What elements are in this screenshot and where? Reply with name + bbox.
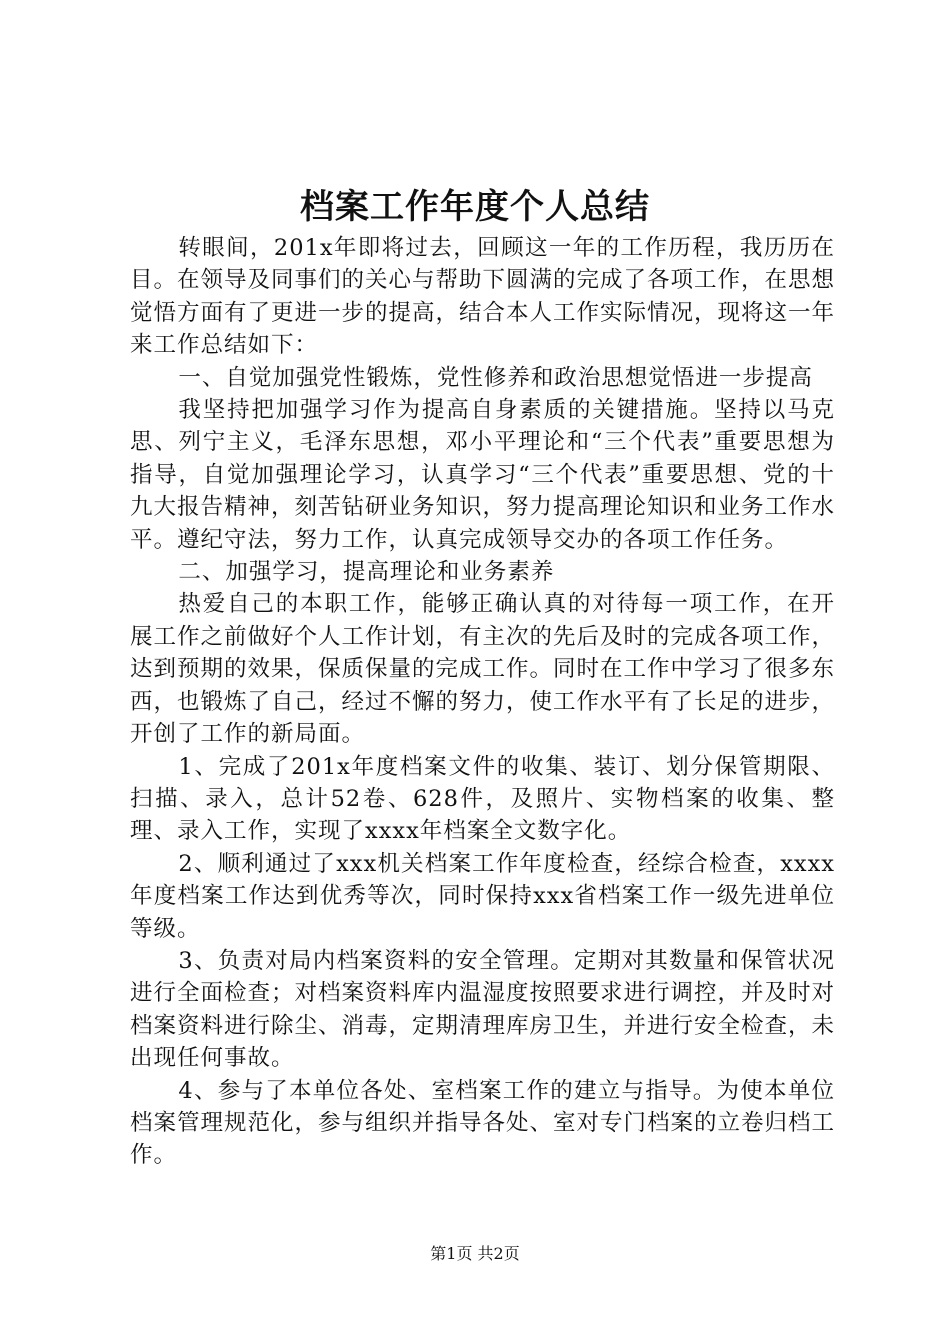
- page-number: 第1页 共2页: [430, 1244, 520, 1263]
- section-heading-2: 二、加强学习，提高理论和业务素养: [178, 559, 555, 586]
- document-body: [130, 232, 835, 1172]
- numbered-item-3: 3、负责对局内档案资料的安全管理。定期对其数量和保管状况进行全面检查；对档案资料库内温湿度按照要求进行调控，并及时对档案资料进行除尘、消毒，定期清理库房卫生，并进行安全检查，未出现任何事故。: [130, 947, 836, 1072]
- numbered-item-1: 1、完成了201x年度档案文件的收集、装订、划分保管期限、扫描、录入，总计52卷、628件，及照片、实物档案的收集、整理、录入工作，实现了xxxx年档案全文数字化。: [130, 753, 835, 845]
- numbered-item-4: 4、参与了本单位各处、室档案工作的建立与指导。为使本单位档案管理规范化，参与组织并指导各处、室对专门档案的立卷归档工作。: [130, 1077, 836, 1169]
- section-heading-1: 一、自觉加强党性锻炼，党性修养和政治思想觉悟进一步提高: [178, 364, 813, 391]
- document-title: 档案工作年度个人总结: [300, 187, 650, 227]
- section-paragraph-2: 热爱自己的本职工作，能够正确认真的对待每一项工作，在开展工作之前做好个人工作计划，有主次的先后及时的完成各项工作，达到预期的效果，保质保量的完成工作。同时在工作中学习了很多东西，也锻炼了自己，经过不懈的努力，使工作水平有了长足的进步，开创了工作的新局面。: [130, 591, 836, 748]
- intro-paragraph: 转眼间，201x年即将过去，回顾这一年的工作历程，我历历在目。在领导及同事们的关心与帮助下圆满的完成了各项工作，在思想觉悟方面有了更进一步的提高，结合本人工作实际情况，现将这一年来工作总结如下：: [130, 235, 836, 359]
- numbered-item-2: 2、顺利通过了xxx机关档案工作年度检查，经综合检查，xxxx年度档案工作达到优秀等次，同时保持xxx省档案工作一级先进单位等级。: [130, 850, 835, 942]
- section-paragraph-1: 我坚持把加强学习作为提高自身素质的关键措施。坚持以马克思、列宁主义，毛泽东思想，邓小平理论和“三个代表”重要思想为指导，自觉加强理论学习，认真学习“三个代表”重要思想、党的十九大报告精神，刻苦钻研业务知识，努力提高理论知识和业务工作水平。遵纪守法，努力工作，认真完成领导交办的各项工作任务。: [130, 397, 836, 553]
